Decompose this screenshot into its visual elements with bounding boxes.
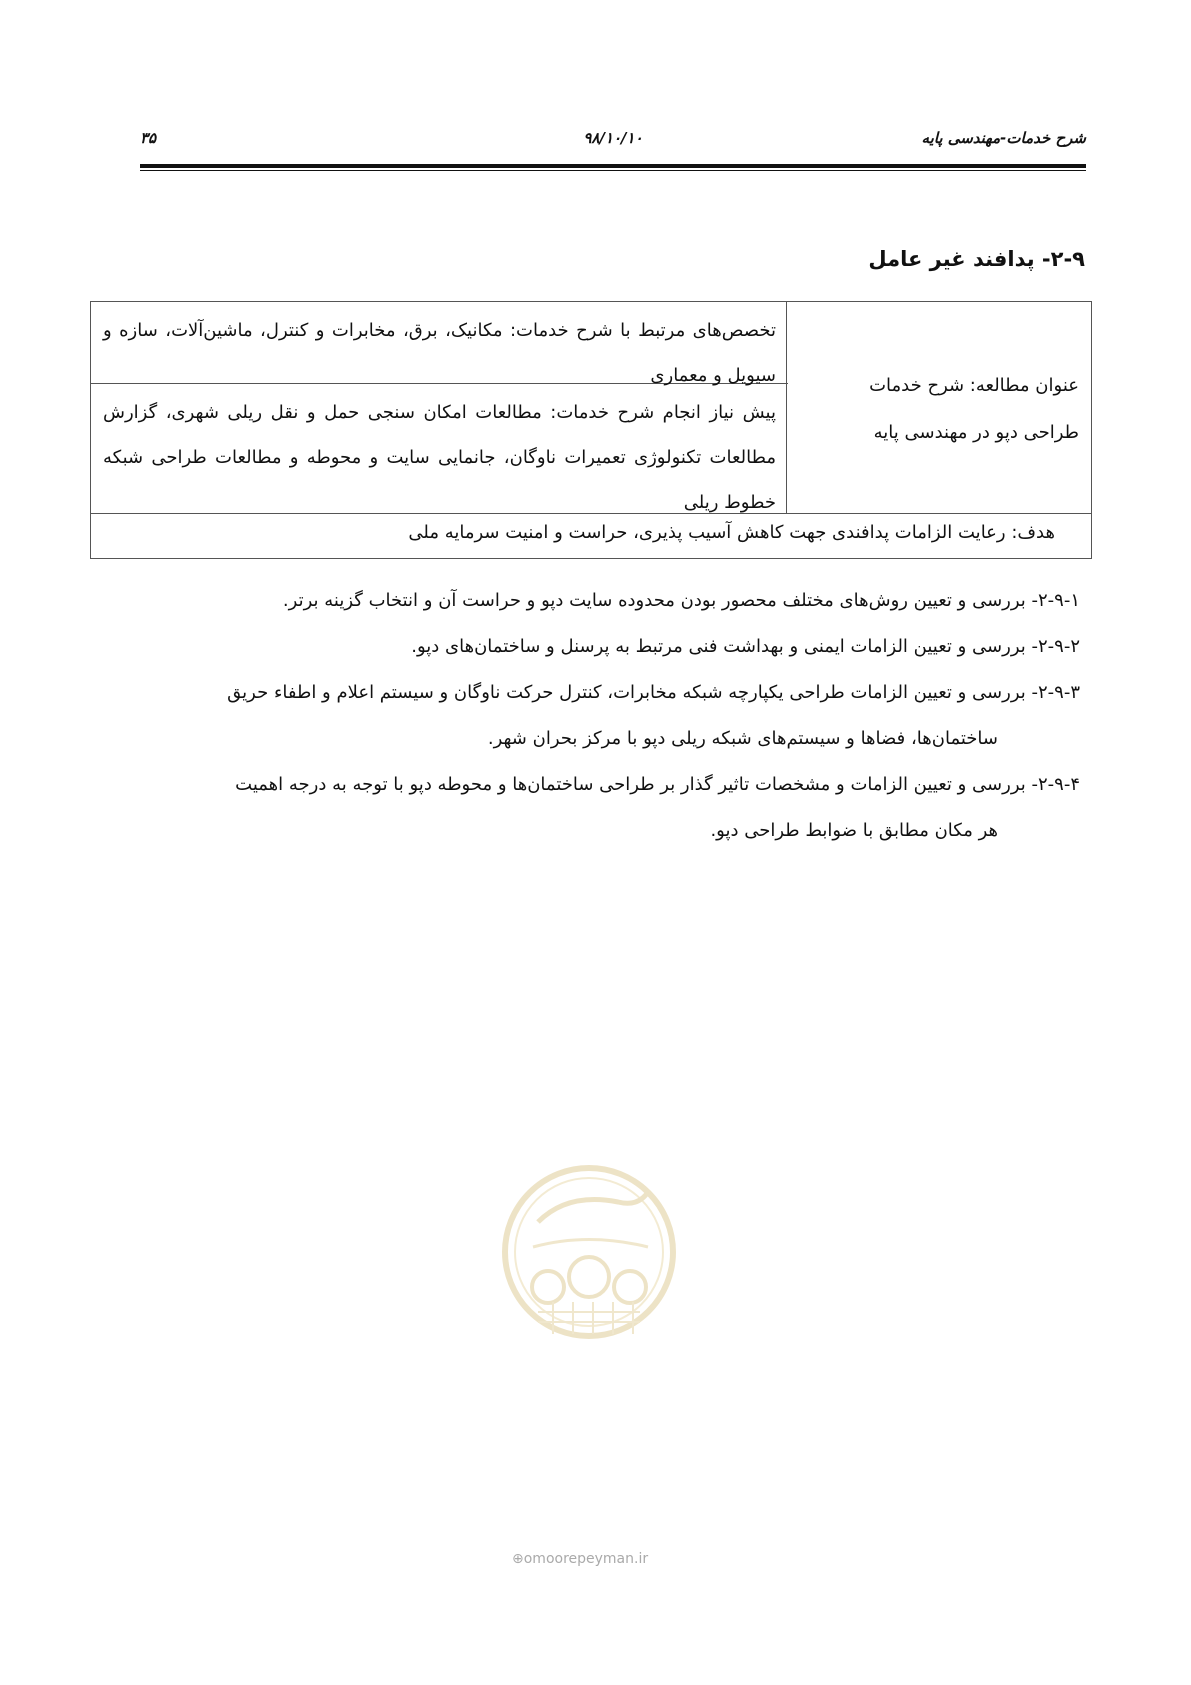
- watermark-text: [512, 1551, 648, 1567]
- study-title-line1: عنوان مطالعه: شرح خدمات: [869, 375, 1079, 396]
- header-title: شرح خدمات-مهندسی پایه: [921, 129, 1086, 147]
- study-title-cell: [786, 302, 1091, 513]
- section-heading: ۲-۹- پدافند غیر عامل: [868, 247, 1085, 271]
- item-line1: ۲-۹-۱- بررسی و تعیین روش‌های مختلف محصور بودن محدوده سایت دپو و حراست آن و انتخاب گزینه برتر.: [282, 590, 1080, 611]
- list-item: [140, 670, 1080, 762]
- study-table: [90, 301, 1092, 559]
- header-rule-thick: [140, 164, 1086, 168]
- study-title-line2: طراحی دپو در مهندسی پایه: [873, 422, 1079, 443]
- list-item: [140, 578, 1080, 624]
- list-item: [140, 762, 1080, 854]
- globe-icon: ⊕: [512, 1551, 524, 1567]
- goal-text: هدف: رعایت الزامات پدافندی جهت کاهش آسیب پذیری، حراست و امنیت سرمایه ملی: [408, 522, 1055, 543]
- goal-cell: [91, 513, 1091, 559]
- specialties-text: تخصص‌های مرتبط با شرح خدمات: مکانیک، برق، مخابرات و کنترل، ماشین‌آلات، سازه و سیویل و معماری: [103, 320, 776, 386]
- prerequisites-cell: [91, 384, 788, 513]
- header-date: ۹۸/۱۰/۱۰: [583, 129, 643, 147]
- item-line1: ۲-۹-۳- بررسی و تعیین الزامات طراحی یکپارچه شبکه مخابرات، کنترل حرکت ناوگان و سیستم اعلام و اطفاء حریق: [227, 682, 1080, 703]
- prerequisites-text: پیش نیاز انجام شرح خدمات: مطالعات امکان سنجی حمل و نقل ریلی شهری، گزارش مطالعات تکنولوژی تعمیرات ناوگان، جانمایی سایت و محوطه و مطالعات طراحی شبکه خطوط ریلی: [103, 402, 776, 513]
- watermark-url: omoorepeyman.ir: [523, 1551, 649, 1567]
- watermark-logo: [498, 1152, 680, 1352]
- item-line2: هر مکان مطابق با ضوابط طراحی دپو.: [710, 820, 998, 841]
- specialties-cell: [91, 302, 788, 384]
- page-header: [140, 127, 1086, 153]
- item-line1: ۲-۹-۴- بررسی و تعیین الزامات و مشخصات تاثیر گذار بر طراحی ساختمان‌ها و محوطه دپو با توجه به درجه اهمیت: [235, 774, 1080, 795]
- item-list: [140, 578, 1080, 854]
- list-item: [140, 624, 1080, 670]
- item-line1: ۲-۹-۲- بررسی و تعیین الزامات ایمنی و بهداشت فنی مرتبط به پرسنل و ساختمان‌های دپو.: [411, 636, 1080, 657]
- page-number: ۳۵: [140, 129, 157, 147]
- item-line2: ساختمان‌ها، فضاها و سیستم‌های شبکه ریلی دپو با مرکز بحران شهر.: [487, 728, 998, 749]
- header-rule-thin: [140, 170, 1086, 171]
